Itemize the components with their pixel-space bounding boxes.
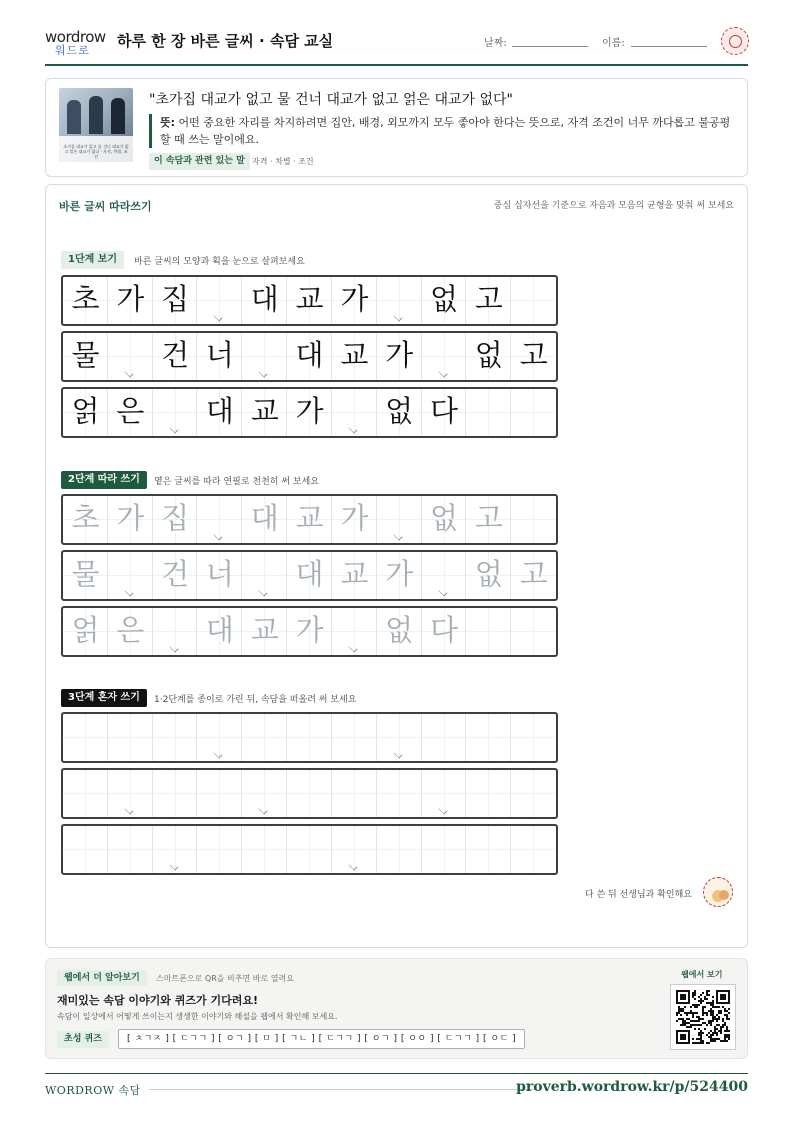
- writing-cell[interactable]: [197, 552, 242, 599]
- practice-character: 집: [161, 282, 190, 316]
- practice-character: 가: [340, 282, 369, 316]
- qr-label: 웹에서 보기: [681, 970, 723, 979]
- writing-cell[interactable]: [153, 552, 198, 599]
- writing-cell[interactable]: [287, 826, 332, 873]
- writing-cell: [63, 333, 108, 380]
- page-footer: [45, 1073, 748, 1103]
- page-title: 하루 한 장 바른 글씨 · 속담 교실: [117, 32, 334, 50]
- writing-row: [61, 387, 558, 438]
- footer-divider: [149, 1089, 538, 1090]
- qr-code-icon: [676, 990, 730, 1044]
- writing-cell[interactable]: [63, 608, 108, 655]
- practice-character: 가: [340, 501, 369, 535]
- space-mark-icon: [212, 532, 226, 540]
- footer-url[interactable]: proverb.wordrow.kr/p/524400: [516, 1079, 748, 1095]
- writing-row[interactable]: [61, 550, 558, 601]
- practice-character: 집: [161, 501, 190, 535]
- writing-cell[interactable]: [242, 552, 287, 599]
- writing-cell[interactable]: [108, 826, 153, 873]
- writing-cell[interactable]: [466, 714, 511, 761]
- space-mark-icon: [168, 862, 182, 870]
- related-tags: 자격 · 차별 · 조건: [252, 157, 314, 166]
- practice-hint: 중심 십자선을 기준으로 자음과 모음의 균형을 맞춰 써 보세요: [493, 201, 734, 211]
- step2-desc: 옅은 글씨를 따라 연필로 천천히 써 보세요: [154, 477, 319, 487]
- writing-cell[interactable]: [511, 826, 556, 873]
- writing-cell[interactable]: [197, 496, 242, 543]
- writing-cell[interactable]: [242, 826, 287, 873]
- writing-row[interactable]: [61, 606, 558, 657]
- writing-cell[interactable]: [422, 608, 467, 655]
- practice-character: 다: [429, 394, 458, 428]
- practice-character: 없: [474, 338, 503, 372]
- writing-cell[interactable]: [466, 552, 511, 599]
- writing-cell[interactable]: [63, 826, 108, 873]
- initial-consonant-quiz: [ ㅊㄱㅈ ] [ ㄷㄱㄱ ] [ ㅇㄱ ] [ ㅁ ] [ ㄱㄴ ] [ ㄷㄱㄱ ] [ ㅇㄱ ] [ ㅇㅇ ] [ ㄷㄱㄱ ] [ ㅇㄷ ]: [118, 1029, 525, 1049]
- writing-cell[interactable]: [287, 552, 332, 599]
- practice-character: 없: [429, 282, 458, 316]
- practice-character: 초: [71, 282, 100, 316]
- proverb-card: [45, 78, 748, 177]
- writing-cell: [63, 389, 108, 436]
- practice-character: 은: [116, 394, 145, 428]
- writing-cell[interactable]: [511, 552, 556, 599]
- writing-cell: [153, 389, 198, 436]
- writing-cell[interactable]: [511, 496, 556, 543]
- step3-desc: 1·2단계를 종이로 가린 뒤, 속담을 떠올려 써 보세요: [154, 695, 357, 705]
- writing-cell: [287, 333, 332, 380]
- writing-cell[interactable]: [422, 552, 467, 599]
- practice-character: 고: [474, 282, 503, 316]
- writing-cell[interactable]: [377, 608, 422, 655]
- step3-badge: 3단계 혼자 쓰기: [61, 689, 147, 707]
- name-field[interactable]: [631, 46, 707, 47]
- writing-cell: [466, 277, 511, 324]
- writing-cell[interactable]: [287, 496, 332, 543]
- writing-cell[interactable]: [332, 826, 377, 873]
- practice-character: 대: [250, 282, 279, 316]
- practice-character: 가: [295, 613, 324, 647]
- writing-cell[interactable]: [197, 826, 242, 873]
- page-header: [45, 24, 748, 66]
- practice-character: 초: [71, 501, 100, 535]
- space-mark-icon: [437, 806, 451, 814]
- practice-character: 교: [340, 338, 369, 372]
- writing-cell: [63, 277, 108, 324]
- writing-row[interactable]: [61, 712, 558, 763]
- writing-cell: [332, 333, 377, 380]
- writing-cell[interactable]: [332, 714, 377, 761]
- practice-character: 은: [116, 613, 145, 647]
- writing-cell[interactable]: [287, 714, 332, 761]
- space-mark-icon: [257, 369, 271, 377]
- date-label: 날짜:: [484, 38, 507, 49]
- space-mark-icon: [257, 806, 271, 814]
- practice-character: 대: [295, 557, 324, 591]
- practice-character: 건: [161, 338, 190, 372]
- writing-cell[interactable]: [332, 770, 377, 817]
- space-mark-icon: [257, 588, 271, 596]
- writing-cell[interactable]: [332, 552, 377, 599]
- writing-cell[interactable]: [108, 608, 153, 655]
- practice-character: 교: [295, 282, 324, 316]
- writing-row[interactable]: [61, 494, 558, 545]
- writing-cell: [242, 277, 287, 324]
- writing-cell[interactable]: [63, 552, 108, 599]
- writing-cell[interactable]: [466, 496, 511, 543]
- check-stamp-icon: [721, 27, 749, 55]
- step1-desc: 바른 글씨의 모양과 획을 눈으로 살펴보세요: [134, 257, 305, 267]
- practice-panel: [45, 184, 748, 948]
- practice-character: 대: [205, 394, 234, 428]
- related-label: 이 속담과 관련 있는 말: [149, 153, 250, 170]
- space-mark-icon: [123, 369, 137, 377]
- practice-character: 교: [340, 557, 369, 591]
- practice-character: 가: [116, 501, 145, 535]
- writing-cell[interactable]: [511, 608, 556, 655]
- date-field[interactable]: [512, 46, 588, 47]
- practice-character: 교: [295, 501, 324, 535]
- writing-cell: [108, 277, 153, 324]
- writing-cell[interactable]: [108, 496, 153, 543]
- practice-character: 없: [474, 557, 503, 591]
- writing-cell[interactable]: [377, 770, 422, 817]
- writing-cell[interactable]: [153, 826, 198, 873]
- space-mark-icon: [123, 806, 137, 814]
- writing-cell: [511, 389, 556, 436]
- footer-brand: WORDROW 속담: [45, 1084, 141, 1097]
- writing-cell: [153, 277, 198, 324]
- space-mark-icon: [347, 425, 361, 433]
- writing-row: [61, 275, 558, 326]
- practice-character: 물: [71, 338, 100, 372]
- writing-cell[interactable]: [153, 496, 198, 543]
- web-section: [45, 958, 748, 1059]
- web-chip: 웹에서 더 알아보기: [57, 970, 147, 986]
- writing-row[interactable]: [61, 768, 558, 819]
- step1-badge: 1단계 보기: [61, 251, 124, 269]
- writing-cell[interactable]: [108, 714, 153, 761]
- writing-cell[interactable]: [197, 770, 242, 817]
- writing-cell[interactable]: [153, 714, 198, 761]
- name-label: 이름:: [602, 38, 625, 49]
- writing-cell[interactable]: [197, 608, 242, 655]
- space-mark-icon: [392, 313, 406, 321]
- writing-cell: [197, 333, 242, 380]
- writing-cell[interactable]: [242, 770, 287, 817]
- confirm-text: 다 쓴 뒤 선생님과 확인해요: [584, 890, 692, 900]
- practice-character: 교: [250, 613, 279, 647]
- space-mark-icon: [392, 532, 406, 540]
- practice-character: 없: [429, 501, 458, 535]
- writing-cell: [108, 389, 153, 436]
- practice-character: 대: [205, 613, 234, 647]
- writing-cell[interactable]: [377, 552, 422, 599]
- writing-cell[interactable]: [108, 552, 153, 599]
- writing-cell: [511, 333, 556, 380]
- practice-character: 고: [474, 501, 503, 535]
- writing-cell[interactable]: [377, 714, 422, 761]
- writing-cell: [511, 277, 556, 324]
- writing-cell: [422, 333, 467, 380]
- web-hint: 스마트폰으로 QR을 비추면 바로 열려요: [156, 974, 294, 983]
- writing-cell[interactable]: [63, 714, 108, 761]
- practice-character: 고: [519, 338, 548, 372]
- writing-cell: [242, 333, 287, 380]
- writing-cell: [242, 389, 287, 436]
- illustration-caption: 초가집 대교가 없고 물 건너 대교가 없고 얽은 대교가 없다 · 자격, 차별, 조건: [63, 144, 129, 159]
- writing-cell: [377, 277, 422, 324]
- practice-character: 가: [385, 557, 414, 591]
- practice-character: 가: [116, 282, 145, 316]
- writing-cell[interactable]: [287, 608, 332, 655]
- logo-wordmark: wordrow: [45, 28, 106, 46]
- space-mark-icon: [212, 313, 226, 321]
- writing-cell: [466, 389, 511, 436]
- writing-cell: [466, 333, 511, 380]
- logo-korean: 워드로: [55, 44, 90, 57]
- teacher-seal-icon: [703, 877, 733, 907]
- writing-cell: [332, 389, 377, 436]
- writing-cell: [287, 277, 332, 324]
- writing-cell[interactable]: [511, 770, 556, 817]
- writing-cell[interactable]: [242, 608, 287, 655]
- practice-character: 고: [519, 557, 548, 591]
- space-mark-icon: [212, 750, 226, 758]
- practice-character: 대: [250, 501, 279, 535]
- writing-cell[interactable]: [63, 496, 108, 543]
- practice-title: 바른 글씨 따라쓰기: [59, 200, 152, 213]
- writing-cell[interactable]: [242, 714, 287, 761]
- space-mark-icon: [437, 369, 451, 377]
- practice-character: 너: [205, 557, 234, 591]
- writing-cell: [377, 389, 422, 436]
- practice-character: 없: [385, 394, 414, 428]
- space-mark-icon: [347, 862, 361, 870]
- writing-cell[interactable]: [332, 496, 377, 543]
- writing-cell: [153, 333, 198, 380]
- web-headline: 재미있는 속담 이야기와 퀴즈가 기다려요!: [57, 994, 258, 1007]
- writing-cell[interactable]: [422, 496, 467, 543]
- space-mark-icon: [168, 644, 182, 652]
- practice-character: 물: [71, 557, 100, 591]
- writing-cell[interactable]: [422, 770, 467, 817]
- writing-cell: [332, 277, 377, 324]
- writing-cell[interactable]: [153, 608, 198, 655]
- writing-cell[interactable]: [422, 714, 467, 761]
- writing-cell: [422, 277, 467, 324]
- proverb-meaning: [149, 114, 734, 148]
- web-subtext: 속담이 일상에서 어떻게 쓰이는지 생생한 이야기와 해설을 웹에서 확인해 보세요.: [57, 1012, 338, 1021]
- practice-character: 교: [250, 394, 279, 428]
- step2-badge: 2단계 따라 쓰기: [61, 471, 147, 489]
- writing-cell[interactable]: [466, 608, 511, 655]
- wordrow-logo[interactable]: [45, 28, 107, 58]
- writing-cell: [287, 389, 332, 436]
- qr-code[interactable]: [670, 984, 736, 1050]
- writing-cell[interactable]: [511, 714, 556, 761]
- writing-cell[interactable]: [108, 770, 153, 817]
- space-mark-icon: [168, 425, 182, 433]
- writing-cell: [108, 333, 153, 380]
- space-mark-icon: [392, 750, 406, 758]
- practice-character: 없: [385, 613, 414, 647]
- practice-character: 가: [295, 394, 324, 428]
- practice-character: 대: [295, 338, 324, 372]
- practice-character: 얽: [71, 394, 100, 428]
- proverb-illustration: [59, 88, 133, 162]
- quiz-label: 초성 퀴즈: [57, 1031, 109, 1048]
- writing-cell[interactable]: [466, 770, 511, 817]
- space-mark-icon: [437, 588, 451, 596]
- writing-cell[interactable]: [63, 770, 108, 817]
- proverb-quote: "초가집 대교가 없고 물 건너 대교가 없고 얽은 대교가 없다": [149, 92, 513, 108]
- writing-row[interactable]: [61, 824, 558, 875]
- writing-cell: [422, 389, 467, 436]
- writing-cell[interactable]: [332, 608, 377, 655]
- writing-cell[interactable]: [287, 770, 332, 817]
- practice-character: 다: [429, 613, 458, 647]
- practice-character: 얽: [71, 613, 100, 647]
- writing-cell[interactable]: [422, 826, 467, 873]
- writing-cell[interactable]: [377, 826, 422, 873]
- writing-cell[interactable]: [153, 770, 198, 817]
- space-mark-icon: [347, 644, 361, 652]
- writing-cell[interactable]: [242, 496, 287, 543]
- practice-character: 건: [161, 557, 190, 591]
- practice-character: 너: [205, 338, 234, 372]
- writing-cell[interactable]: [466, 826, 511, 873]
- meaning-text: 어떤 중요한 자리를 차지하려면 집안, 배경, 외모까지 모두 좋아야 한다는 뜻으로, 자격 조건이 너무 까다롭고 불공평할 때 쓰는 말이에요.: [160, 116, 731, 146]
- practice-character: 가: [385, 338, 414, 372]
- writing-cell[interactable]: [197, 714, 242, 761]
- writing-cell[interactable]: [377, 496, 422, 543]
- writing-cell: [377, 333, 422, 380]
- meaning-label: 뜻:: [160, 116, 176, 129]
- writing-cell: [197, 389, 242, 436]
- writing-row: [61, 331, 558, 382]
- space-mark-icon: [123, 588, 137, 596]
- writing-cell: [197, 277, 242, 324]
